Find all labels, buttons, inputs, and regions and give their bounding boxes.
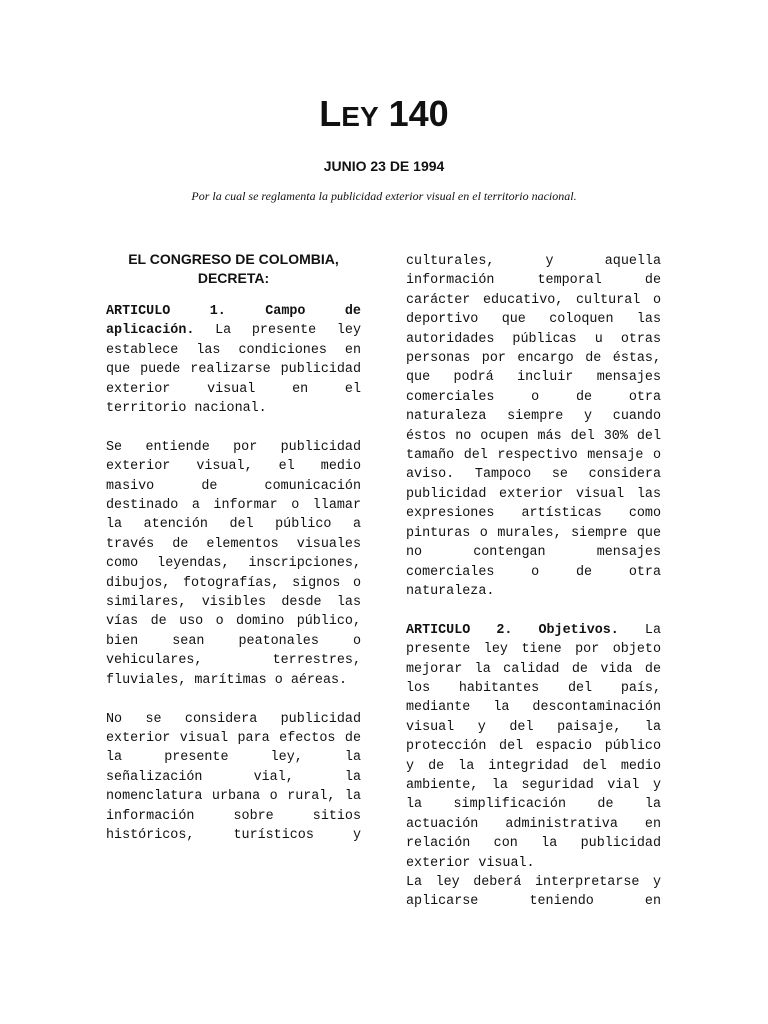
law-date: JUNIO 23 DE 1994 xyxy=(323,158,445,174)
paragraph-exclusions-continued: culturales, y aquella información temporal de carácter educativo, cultural o deportivo que coloquen las autoridades públicas u otras personas por encargo de éstas, que podrá incluir mensajes comerciales o de otra naturaleza siempre y cuando éstos no ocupen más del 30% del tamaño del respectivo mensaje o aviso. Tampoco se considera publicidad exterior visual las expresiones artísticas como pinturas o murales, siempre que no contengan mensajes comerciales o de otra naturaleza. xyxy=(406,254,661,599)
paragraph-definition: Se entiende por publicidad exterior visual, el medio masivo de comunicación destinado a informar o llamar la atención del público a través de elementos visuales como leyendas, inscripciones, dibujos, fotografías, signos o similares, visibles desde las vías de uso o domino público, bien sean peatonales o vehiculares, terrestres, fluviales, marítimas o aéreas. xyxy=(106,439,361,688)
law-title xyxy=(0,92,768,139)
article-2 xyxy=(406,621,661,873)
right-column xyxy=(406,252,661,912)
article-2-label: ARTICULO 2. xyxy=(406,622,513,638)
left-column xyxy=(106,250,361,845)
article-2-text: La presente ley tiene por objeto mejorar la calidad de vida de los habitantes del país, mediante la descontaminación visual y del paisaje, la protección del espacio público y de la integridad del medio ambiente, la seguridad vial y la simplificación de la actuación administrativa en relación con la publicidad exterior visual. xyxy=(406,622,661,871)
title-small-caps: EY xyxy=(341,101,379,132)
paragraph-exclusions-start: No se considera publicidad exterior visual para efectos de la presente ley, la señalización vial, la nomenclatura urbana o rural, la información sobre sitios históricos, turísticos y xyxy=(106,711,361,843)
decreta-heading: DECRETA: xyxy=(197,270,270,286)
article-1-label: ARTICULO 1. xyxy=(106,304,226,319)
article-1-text: La presente ley establece las condiciones en que puede realizarse publicidad exterior visual en el territorio nacional. xyxy=(106,323,361,417)
article-1-heading: Campo de aplicación. xyxy=(106,304,361,339)
article-2-heading: Objetivos. xyxy=(538,622,619,638)
congress-heading: EL CONGRESO DE COLOMBIA, xyxy=(128,251,339,267)
paragraph-interpretation-start: La ley deberá interpretarse y aplicarse teniendo en xyxy=(406,874,661,910)
title-number: 140 xyxy=(378,93,449,134)
title-initial: L xyxy=(319,93,342,134)
article-1 xyxy=(106,302,361,418)
law-subtitle: Por la cual se reglamenta la publicidad exterior visual en el territorio nacional. xyxy=(191,189,577,203)
